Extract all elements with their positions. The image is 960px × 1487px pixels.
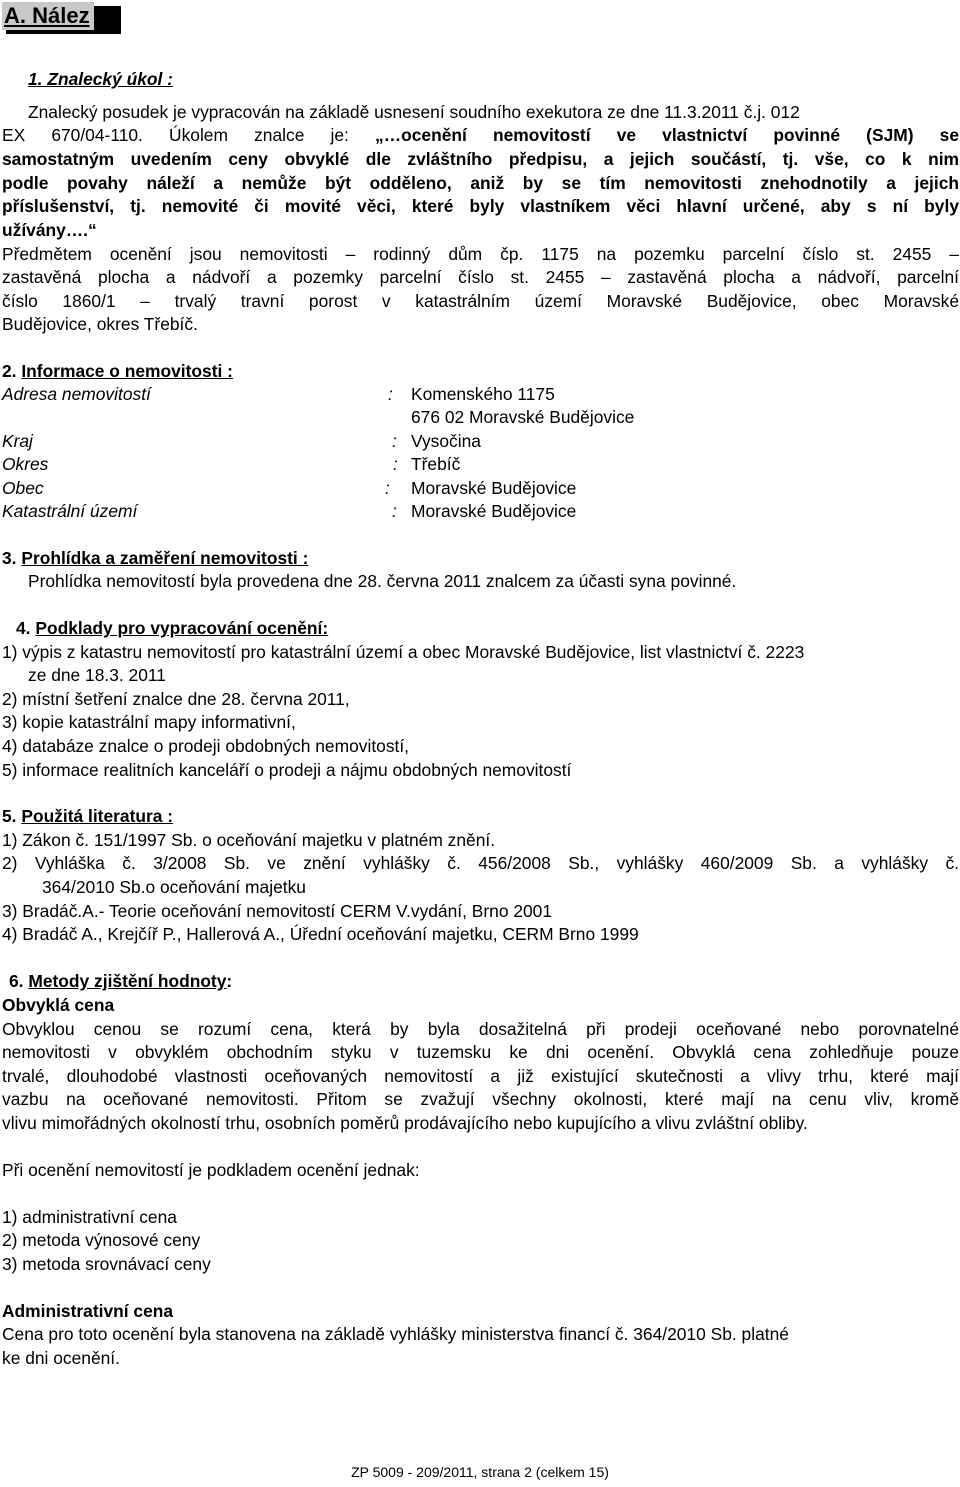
s4-title bbox=[16, 617, 328, 639]
s1-line: podle povahy náleží a nemůže být odděleno, aniž by se tím nemovitosti znehodnotily a jejich bbox=[2, 173, 959, 193]
page-footer: ZP 5009 - 209/2011, strana 2 (celkem 15) bbox=[351, 1464, 609, 1480]
s1-line: příslušenství, tj. nemovité či movité věci, které byly vlastníkem věci hlavní určené, aby s ní byly bbox=[2, 196, 959, 216]
s5-number: 5. bbox=[2, 806, 22, 826]
s4-number: 4. bbox=[16, 618, 36, 638]
s1-line: samostatným uvedením ceny obvyklé dle zvláštního předpisu, a jejich součástí, tj. vše, co k nim bbox=[2, 149, 959, 169]
s6-paragraph-line: vazbu na oceňované nemovitosti. Přitom se zvažují všechny okolnosti, které mají na cenu vliv, kromě bbox=[2, 1089, 959, 1109]
s6-title-colon: : bbox=[226, 971, 233, 991]
s1-line: Budějovice, okres Třebíč. bbox=[2, 314, 198, 334]
method-item: 1) administrativní cena bbox=[2, 1207, 177, 1227]
info-value: Komenského 1175 bbox=[411, 384, 555, 404]
info-value: Moravské Budějovice bbox=[411, 478, 577, 498]
s5-item: 4) Bradáč A., Krejčíř P., Hallerová A., Úřední oceňování majetku, CERM Brno 1999 bbox=[2, 924, 639, 944]
info-value: Vysočina bbox=[411, 431, 481, 451]
s5-title bbox=[2, 805, 173, 827]
s5-item: 3) Bradáč.A.- Teorie oceňování nemovitostí CERM V.vydání, Brno 2001 bbox=[2, 901, 553, 921]
s3-title bbox=[2, 547, 308, 569]
info-value: Třebíč bbox=[411, 454, 461, 474]
s4-item: 3) kopie katastrální mapy informativní, bbox=[2, 712, 296, 732]
s1-title: 1. Znalecký úkol : bbox=[28, 69, 173, 89]
info-sep: : bbox=[393, 454, 398, 474]
s3-number: 3. bbox=[2, 548, 22, 568]
s6-title-text: Metody zjištění hodnoty bbox=[28, 971, 227, 991]
s6-number: 6. bbox=[9, 971, 29, 991]
s2-title bbox=[2, 360, 233, 382]
info-label: Adresa nemovitostí bbox=[2, 384, 151, 404]
s2-title-text: Informace o nemovitosti : bbox=[21, 361, 233, 381]
s1-quote: „…ocenění nemovitostí ve vlastnictví povinné (SJM) se bbox=[375, 125, 959, 145]
s6-paragraph-line: Obvyklou cenou se rozumí cena, která by byla dosažitelná při prodeji oceňované nebo porovnatelné bbox=[2, 1019, 959, 1039]
s6-paragraph: Při ocenění nemovitostí je podkladem ocenění jednak: bbox=[2, 1160, 420, 1180]
s1-line: užívány….“ bbox=[2, 220, 97, 240]
info-sep: : bbox=[392, 431, 397, 451]
s1-line: Předmětem ocenění jsou nemovitosti – rodinný dům čp. 1175 na pozemku parcelní číslo st. 2455 – bbox=[2, 244, 959, 264]
s1-line bbox=[2, 124, 959, 146]
s5-item: 364/2010 Sb.o oceňování majetku bbox=[42, 877, 306, 897]
s4-title-text: Podklady pro vypracování ocenění: bbox=[35, 618, 329, 638]
info-label: Okres bbox=[2, 454, 49, 474]
s4-item: 4) databáze znalce o prodeji obdobných nemovitostí, bbox=[2, 736, 410, 756]
s6-paragraph-line: vlivu mimořádných okolností trhu, osobních poměrů prodávajícího nebo kupujícího a vlivu zvláštní obliby. bbox=[2, 1113, 808, 1133]
s2-number: 2. bbox=[2, 361, 22, 381]
s1-line: Znalecký posudek je vypracován na základě usnesení soudního exekutora ze dne 11.3.2011 č.j. 012 bbox=[28, 102, 800, 122]
s4-item: ze dne 18.3. 2011 bbox=[28, 665, 166, 685]
info-value: Moravské Budějovice bbox=[411, 501, 577, 521]
s6-paragraph-line: nemovitosti v obvyklém obchodním styku v tuzemsku ke dni ocenění. Obvyklá cena zohledňuje pouze bbox=[2, 1042, 959, 1062]
s6-subtitle: Administrativní cena bbox=[2, 1301, 174, 1321]
s1-line: zastavěná plocha a nádvoří a pozemky parcelní číslo st. 2455 – zastavěná plocha a nádvoří, parcelní bbox=[2, 267, 959, 287]
s4-item: 1) výpis z katastru nemovitostí pro katastrální území a obec Moravské Budějovice, list vlastnictví č. 2223 bbox=[2, 642, 805, 662]
method-item: 2) metoda výnosové ceny bbox=[2, 1230, 201, 1250]
section-heading: A. Nález bbox=[2, 2, 94, 30]
s4-item: 5) informace realitních kanceláří o prodeji a nájmu obdobných nemovitostí bbox=[2, 760, 572, 780]
s6-paragraph-line: ke dni ocenění. bbox=[2, 1348, 120, 1368]
info-sep: : bbox=[385, 478, 390, 498]
info-value: 676 02 Moravské Budějovice bbox=[411, 407, 635, 427]
s4-item: 2) místní šetření znalce dne 28. června 2011, bbox=[2, 689, 350, 709]
s1-text: EX 670/04-110. Úkolem znalce je: bbox=[2, 125, 376, 145]
info-label: Obec bbox=[2, 478, 44, 498]
s6-paragraph-line: trvalé, dlouhodobé vlastnosti oceňovaných nemovitostí a již existující skutečnosti a vlivy trhu, které mají bbox=[2, 1066, 959, 1086]
s3-text: Prohlídka nemovitostí byla provedena dne 28. června 2011 znalcem za účasti syna povinné. bbox=[28, 571, 737, 591]
s3-title-text: Prohlídka a zaměření nemovitosti : bbox=[21, 548, 309, 568]
s6-title bbox=[9, 970, 232, 992]
s5-title-text: Použitá literatura : bbox=[21, 806, 174, 826]
s1-line: číslo 1860/1 – trvalý travní porost v katastrálním území Moravské Budějovice, obec Moravské bbox=[2, 291, 959, 311]
info-label: Katastrální území bbox=[2, 501, 138, 521]
s5-item: 2) Vyhláška č. 3/2008 Sb. ve znění vyhlášky č. 456/2008 Sb., vyhlášky 460/2009 Sb. a vyhlášky č. bbox=[2, 853, 959, 873]
info-sep: : bbox=[392, 501, 397, 521]
s6-paragraph-line: Cena pro toto ocenění byla stanovena na základě vyhlášky ministerstva financí č. 364/2010 Sb. platné bbox=[2, 1324, 789, 1344]
info-sep: : bbox=[388, 384, 393, 404]
method-item: 3) metoda srovnávací ceny bbox=[2, 1254, 211, 1274]
s6-subtitle: Obvyklá cena bbox=[2, 995, 115, 1015]
s5-item: 1) Zákon č. 151/1997 Sb. o oceňování majetku v platném znění. bbox=[2, 830, 496, 850]
info-label: Kraj bbox=[2, 431, 33, 451]
